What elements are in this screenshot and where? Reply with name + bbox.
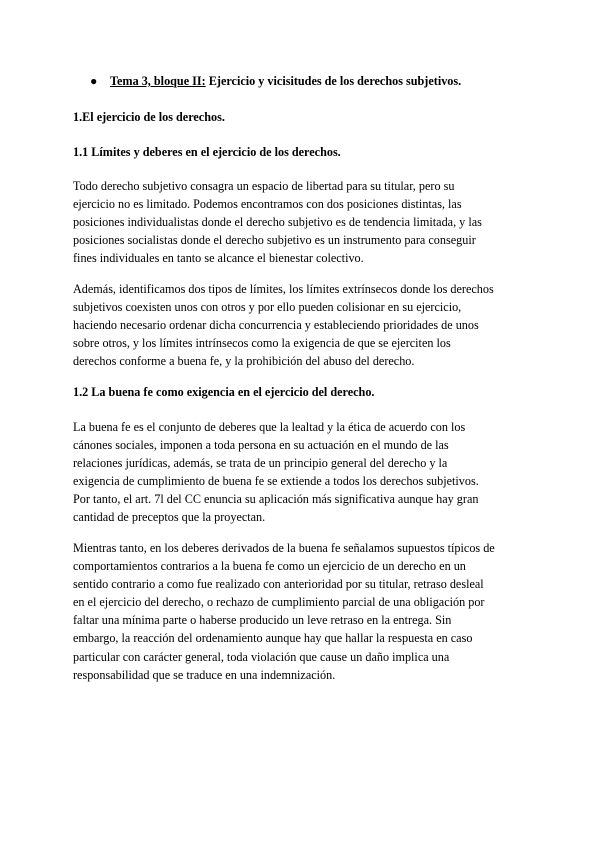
paragraph-line: cánones sociales, imponen a toda persona en su actuación en el mundo de las [73, 438, 449, 453]
paragraph-line: La buena fe es el conjunto de deberes que la lealtad y la ética de acuerdo con los [73, 420, 466, 434]
paragraph-line: particular con carácter general, toda violación que cause un daño implica una [73, 649, 450, 664]
paragraph-line: embargo, la reacción del ordenamiento aunque hay que hallar la respuesta en caso [73, 631, 473, 646]
topic-bullet-line [90, 72, 461, 90]
section-heading-1-2: 1.2 La buena fe como exigencia en el ejercicio del derecho. [73, 385, 375, 399]
paragraph-line: ejercicio no es limitado. Podemos encontramos con dos posiciones distintas, las [73, 197, 462, 212]
paragraph-line: Por tanto, el art. 7l del CC enuncia su aplicación más significativa aunque hay gran [73, 492, 479, 507]
paragraph-line: derechos conforme a buena fe, y la prohibición del abuso del derecho. [73, 354, 415, 369]
paragraph-line: comportamientos contrarios a la buena fe como un ejercicio de un derecho en un [73, 559, 466, 574]
bullet-icon: ● [90, 74, 98, 88]
paragraph-line: fines individuales en tanto se alcance el bienestar colectivo. [73, 251, 364, 266]
paragraph-line: subjetivos coexisten unos con otros y por ello pueden colisionar en su ejercicio, [73, 300, 462, 315]
topic-title: Ejercicio y vicisitudes de los derechos subjetivos. [205, 74, 462, 88]
paragraph-line: Además, identificamos dos tipos de límites, los límites extrínsecos donde los derechos [73, 282, 494, 296]
section-heading-1: 1.El ejercicio de los derechos. [73, 110, 225, 124]
paragraph-line: sobre otros, y los límites intrínsecos como la exigencia de que se ejerciten los [73, 336, 451, 351]
paragraph-1 [73, 177, 533, 267]
paragraph-3 [73, 418, 533, 527]
section-heading-1-1: 1.1 Límites y deberes en el ejercicio de los derechos. [73, 145, 341, 159]
paragraph-line: posiciones individualistas donde el derecho subjetivo es de tendencia limitada, y las [73, 215, 482, 230]
paragraph-line: cantidad de preceptos que la proyectan. [73, 510, 266, 525]
paragraph-line: faltar una mínima parte o haberse producido un leve retraso en la entrega. Sin [73, 613, 452, 628]
paragraph-line: relaciones jurídicas, además, se trata de un principio general del derecho y la [73, 456, 448, 471]
paragraph-line: Todo derecho subjetivo consagra un espacio de libertad para su titular, pero su [73, 179, 455, 193]
paragraph-4 [73, 539, 533, 684]
paragraph-line: posiciones socialistas donde el derecho subjetivo es un instrumento para conseguir [73, 233, 476, 248]
topic-label: Tema 3, bloque II: [110, 74, 206, 88]
paragraph-line: haciendo necesario ordenar dicha concurrencia y estableciendo prioridades de unos [73, 318, 479, 333]
paragraph-line: exigencia de cumplimiento de buena fe se extiende a todos los derechos subjetivos. [73, 474, 479, 489]
paragraph-line: responsabilidad que se traduce en una indemnización. [73, 667, 336, 682]
paragraph-2 [73, 280, 533, 370]
paragraph-line: en el ejercicio del derecho, o rechazo de cumplimiento parcial de una obligación por [73, 595, 485, 610]
paragraph-line: sentido contrario a como fue realizado con anterioridad por su titular, retraso desleal [73, 577, 484, 592]
paragraph-line: Mientras tanto, en los deberes derivados de la buena fe señalamos supuestos típicos de [73, 541, 495, 555]
